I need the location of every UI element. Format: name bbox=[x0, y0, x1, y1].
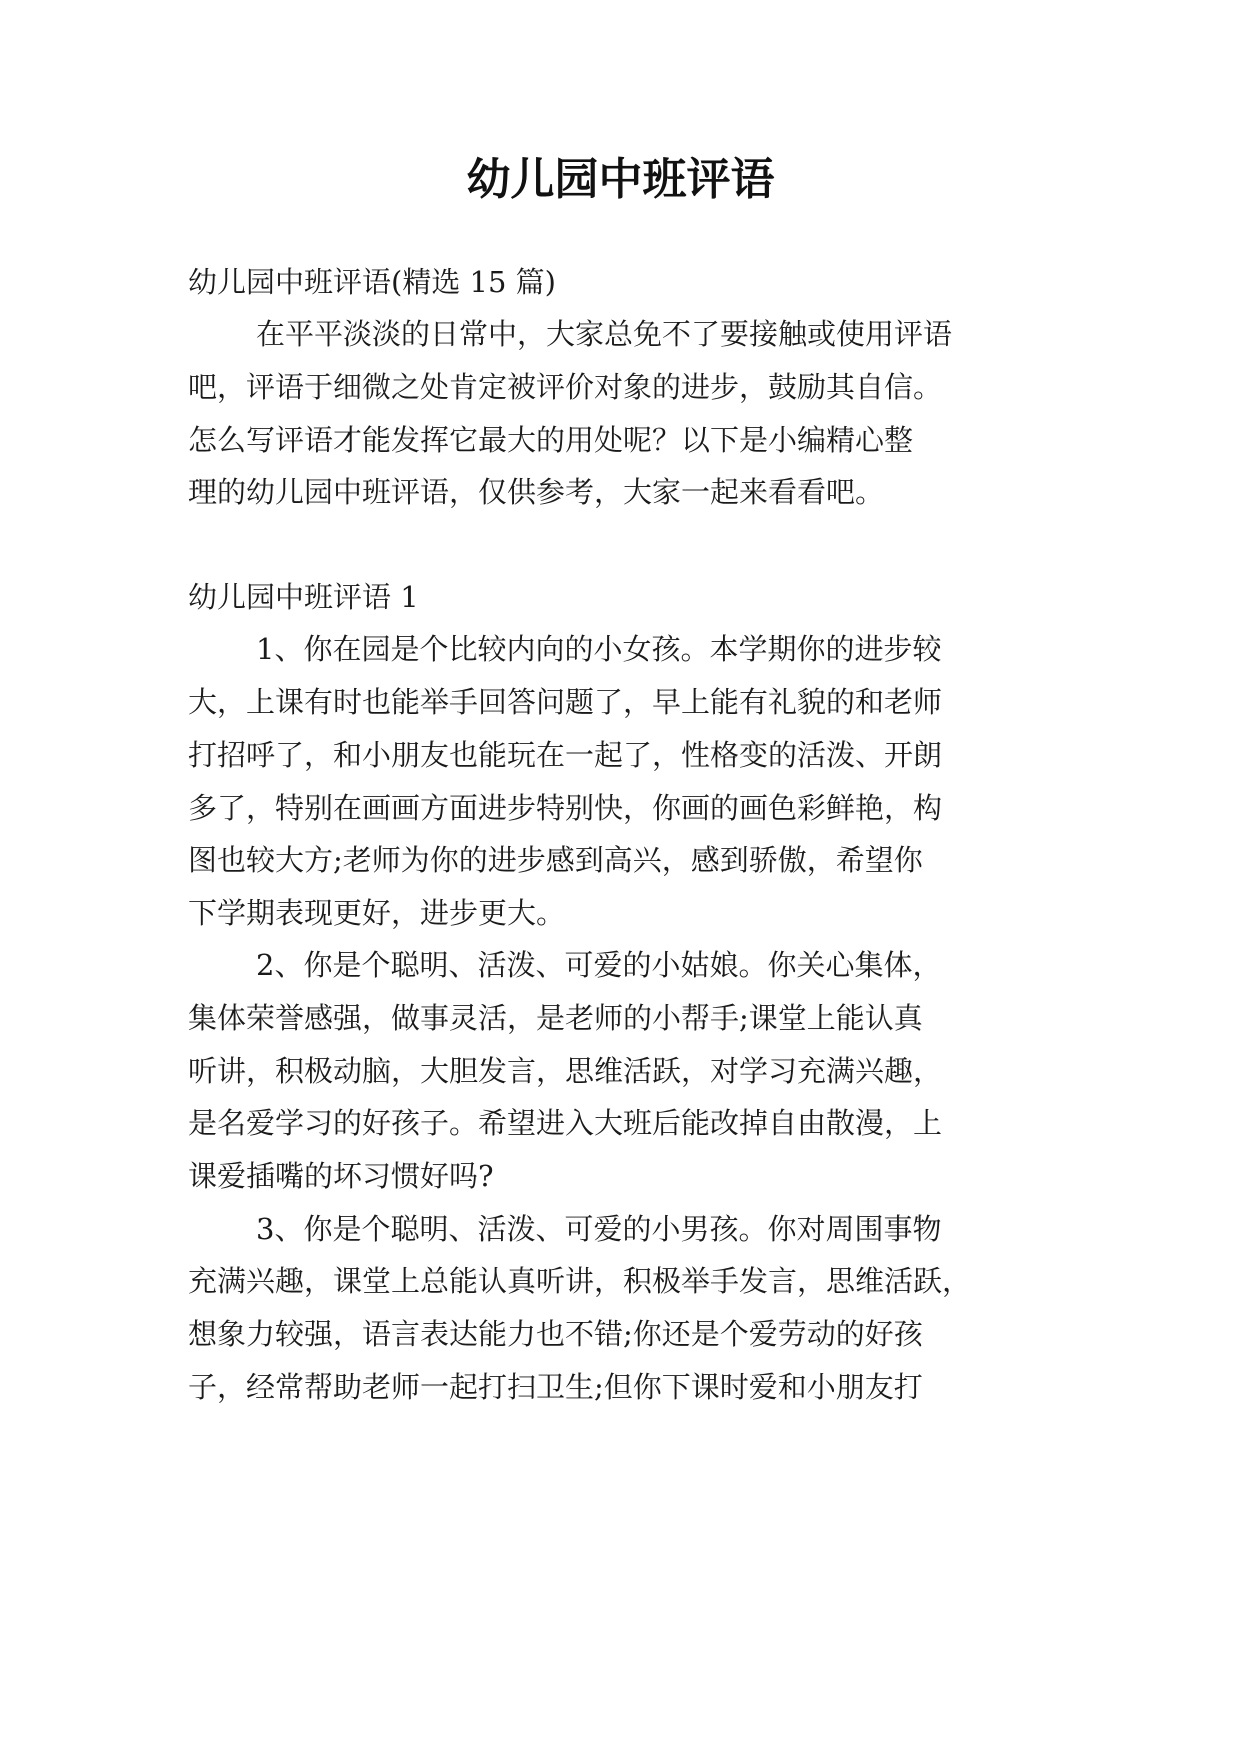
comment-line: 2、你是个聪明、活泼、可爱的小姑娘。你关心集体， bbox=[256, 948, 942, 982]
comment-line: 3、你是个聪明、活泼、可爱的小男孩。你对周围事物 bbox=[256, 1212, 942, 1246]
comment-line: 打招呼了，和小朋友也能玩在一起了，性格变的活泼、开朗 bbox=[188, 738, 943, 772]
intro-line: 理的幼儿园中班评语，仅供参考，大家一起来看看吧。 bbox=[188, 475, 885, 509]
comment-line: 下学期表现更好，进步更大。 bbox=[188, 896, 566, 930]
intro-line: 吧，评语于细微之处肯定被评价对象的进步，鼓励其自信。 bbox=[188, 370, 943, 404]
comment-line: 是名爱学习的好孩子。希望进入大班后能改掉自由散漫，上 bbox=[188, 1106, 943, 1140]
comment-line: 图也较大方;老师为你的进步感到高兴，感到骄傲，希望你 bbox=[188, 843, 923, 877]
comment-line: 大，上课有时也能举手回答问题了，早上能有礼貌的和老师 bbox=[188, 685, 943, 719]
comment-line: 充满兴趣，课堂上总能认真听讲，积极举手发言，思维活跃， bbox=[188, 1264, 972, 1298]
comment-line: 1、你在园是个比较内向的小女孩。本学期你的进步较 bbox=[256, 632, 942, 666]
intro-line: 在平平淡淡的日常中，大家总免不了要接触或使用评语 bbox=[256, 317, 953, 351]
document-title: 幼儿园中班评语 bbox=[466, 154, 775, 205]
comment-line: 听讲，积极动脑，大胆发言，思维活跃，对学习充满兴趣， bbox=[188, 1054, 943, 1088]
document-subtitle: 幼儿园中班评语(精选 15 篇) bbox=[188, 265, 556, 299]
comment-line: 多了，特别在画画方面进步特别快，你画的画色彩鲜艳，构 bbox=[188, 791, 943, 825]
comment-line: 课爱插嘴的坏习惯好吗? bbox=[188, 1159, 494, 1193]
intro-line: 怎么写评语才能发挥它最大的用处呢？以下是小编精心整 bbox=[188, 423, 914, 457]
section-heading: 幼儿园中班评语 1 bbox=[188, 580, 419, 614]
comment-line: 子，经常帮助老师一起打扫卫生;但你下课时爱和小朋友打 bbox=[188, 1370, 923, 1404]
comment-line: 集体荣誉感强，做事灵活，是老师的小帮手;课堂上能认真 bbox=[188, 1001, 923, 1035]
comment-line: 想象力较强，语言表达能力也不错;你还是个爱劳动的好孩 bbox=[188, 1317, 923, 1351]
